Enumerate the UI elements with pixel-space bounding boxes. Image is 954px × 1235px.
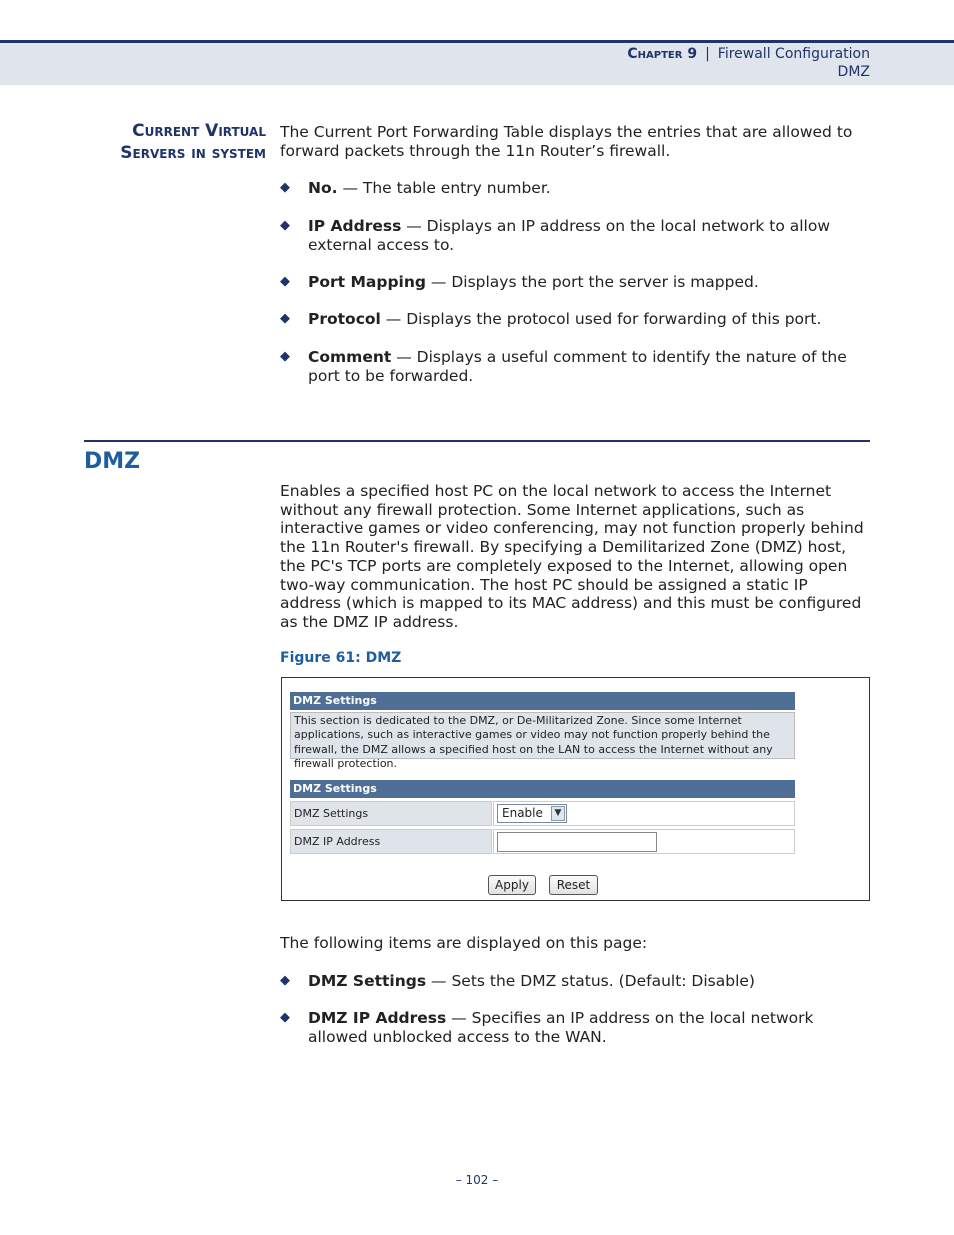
side-heading-line1: Current Virtual: [132, 121, 266, 141]
bullet-desc: — The table entry number.: [337, 179, 551, 197]
bullet-desc: — Displays the protocol used for forwarding of this port.: [380, 310, 822, 328]
diamond-bullet-icon: ◆: [280, 218, 290, 233]
bullet-term: DMZ IP Address: [308, 1009, 447, 1027]
chevron-down-icon[interactable]: ▼: [551, 806, 565, 821]
bullet-term: No.: [308, 179, 338, 197]
figure-screenshot: [281, 677, 870, 901]
diamond-bullet-icon: ◆: [280, 311, 290, 326]
bullet-term: IP Address: [308, 217, 402, 235]
chapter-title: Firewall Configuration: [717, 46, 870, 62]
diamond-bullet-icon: ◆: [280, 180, 290, 195]
running-header: [627, 46, 870, 62]
header-rule: [0, 40, 954, 43]
diamond-bullet-icon: ◆: [280, 973, 290, 988]
panel-title-bar: DMZ Settings: [290, 780, 795, 798]
reset-button[interactable]: Reset: [549, 875, 598, 895]
figure-caption: Figure 61: DMZ: [280, 650, 402, 666]
panel-description: This section is dedicated to the DMZ, or De-Militarized Zone. Since some Internet applications, such as interactive games or video may not function properly behind the firewall, the DMZ allows a specified host on the LAN to access the Internet without any firewall protection.: [290, 712, 795, 759]
bullet-desc: — Displays the port the server is mapped.: [425, 273, 759, 291]
page-number: – 102 –: [455, 1173, 499, 1187]
dmz-settings-label: DMZ Settings: [290, 801, 492, 826]
dmz-intro: Enables a specified host PC on the local network to access the Internet without any firewall protection. Some Internet applications, such as interactive games or video conferencing, may not function properly behind the 11n Router's firewall. By specifying a Demilitarized Zone (DMZ) host, the PC's TCP ports are completely exposed to the Internet, allowing open two-way communication. The host PC should be assigned a static IP address (which is mapped to its MAC address) and this must be configured as the DMZ IP address.: [280, 482, 864, 631]
apply-button[interactable]: Apply: [488, 875, 536, 895]
diamond-bullet-icon: ◆: [280, 274, 290, 289]
dmz-settings-cell: [493, 801, 795, 826]
diamond-bullet-icon: ◆: [280, 1010, 290, 1025]
bullet-desc: — Displays an IP address on the local network to allow external access to.: [308, 217, 831, 254]
bullet-term: Comment: [308, 348, 392, 366]
panel-title-bar: DMZ Settings: [290, 692, 795, 710]
virtual-servers-intro: The Current Port Forwarding Table displays the entries that are allowed to forward packets through the 11n Router’s firewall.: [280, 123, 853, 160]
dmz-ip-input[interactable]: [497, 832, 657, 852]
bullet-term: DMZ Settings: [308, 972, 427, 990]
chapter-label: Chapter 9: [627, 46, 698, 62]
dmz-ip-label: DMZ IP Address: [290, 829, 492, 854]
section-title: DMZ: [84, 449, 141, 474]
bullet-desc: — Specifies an IP address on the local network allowed unblocked access to the WAN.: [308, 1009, 814, 1046]
header-separator: |: [705, 46, 710, 62]
dmz-ip-cell: [493, 829, 795, 854]
section-rule: [84, 440, 870, 442]
side-heading-line2: Servers in system: [120, 143, 266, 163]
bullet-desc: — Sets the DMZ status. (Default: Disable): [426, 972, 755, 990]
bullet-term: Port Mapping: [308, 273, 426, 291]
diamond-bullet-icon: ◆: [280, 349, 290, 364]
side-heading: [76, 120, 266, 164]
bullet-term: Protocol: [308, 310, 381, 328]
following-items-text: The following items are displayed on this page:: [280, 934, 648, 952]
section-label: DMZ: [837, 64, 870, 80]
bullet-desc: — Displays a useful comment to identify the nature of the port to be forwarded.: [308, 348, 847, 385]
dmz-settings-select[interactable]: [497, 804, 567, 823]
dmz-settings-value: Enable: [502, 806, 543, 820]
